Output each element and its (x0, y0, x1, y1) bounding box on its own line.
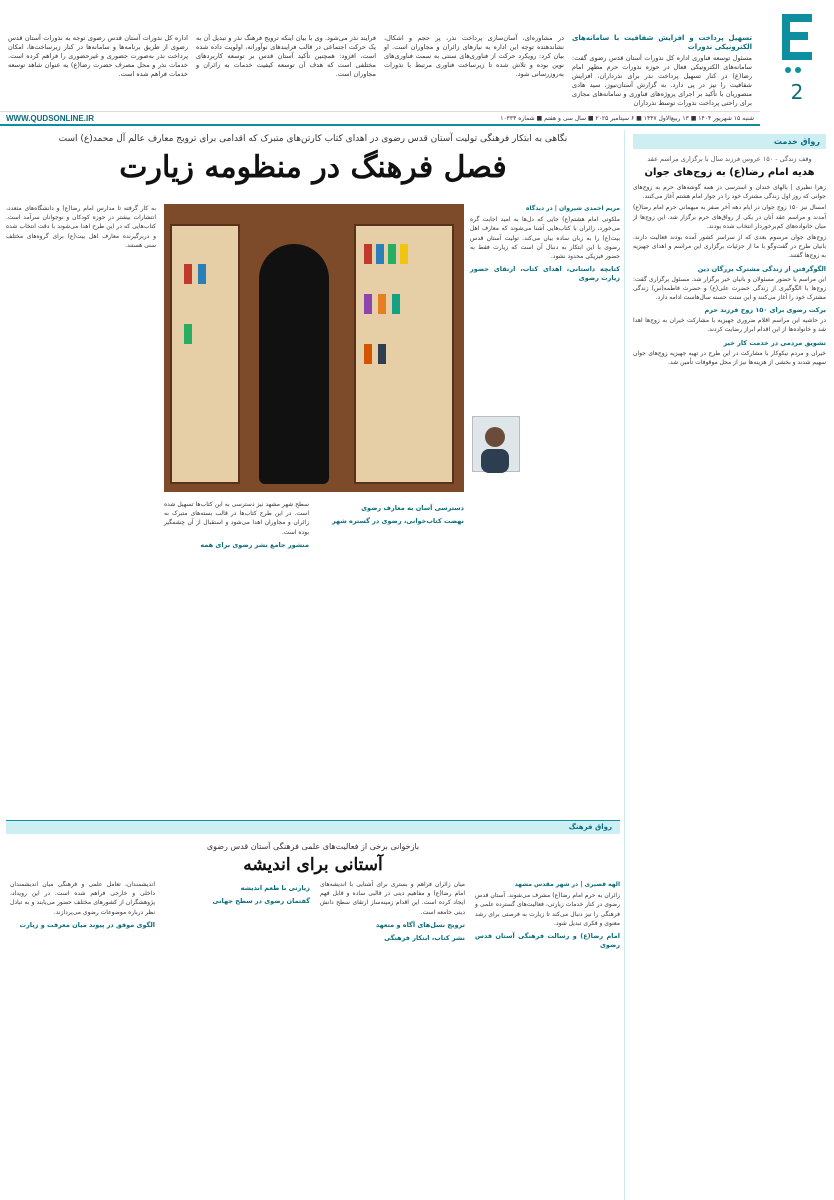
ravagh-logo (774, 8, 820, 78)
main-col-mid-left: سطح شهر مشهد نیز دسترسی به این کتاب‌ها تسهیل شده است. در این طرح کتاب‌ها در قالب بسته‌های متبرک به زائران و مجاوران اهدا می‌شود و استقبال از آن چشمگیر بوده است. منشور جامع نشر رضوی برای همه (164, 501, 309, 549)
sidebar-headline: هدیه امام رضا(ع) به زوج‌های جوان (644, 167, 815, 178)
sidebar-subhead: الگوگرفتن از زندگی مشترک بزرگان دین (697, 264, 826, 273)
bottom-col-1: الهه قصیری | در شهر مقدس مشهد زائران به حرم امام رضا(ع) مشرف می‌شوند. آستان قدس رضوی در کنار خدمات زیارتی، فعالیت‌های گسترده علمی و فرهنگی را نیز دنبال می‌کند تا زیارت به فرصتی برای رشد معنوی و فکری تبدیل شود. امام رضا(ع) و رسالت فرهنگی آستان قدس رضوی (475, 881, 620, 950)
top-news-strip (0, 0, 760, 112)
main-subhead: دسترسی آسان به معارف رضوی (361, 504, 464, 512)
bottom-article (6, 836, 620, 1200)
woman-in-chador-figure (259, 244, 329, 484)
book (198, 264, 206, 284)
bottom-subhead: گفتمان رضوی در سطح جهانی (212, 897, 310, 906)
main-col-mid-right (319, 500, 464, 528)
book (184, 264, 192, 284)
main-col-right: مریم احمدی شیروان | در دیدگاه ملکوتی امام هشتم(ع) جایی که دل‌ها به امید اجابت گره می‌خورد، زائران با کتاب‌هایی آشنا می‌شوند که معارف اهل بیت(ع) را به زبان ساده بیان می‌کند. تولیت آستان قدس رضوی با این ابتکار به دنبال آن است که زیارت فقط به حضور فیزیکی محدود نشود. کتابچه داستانی، اهدای کتاب، ارتقای حضور زیارت رضوی (470, 205, 620, 283)
book (376, 244, 384, 264)
sidebar-kicker: وقف زندگی - ۱۵۰ عروس فرزند سال با برگزاری مراسم عقد (647, 155, 812, 163)
book (364, 244, 372, 264)
sidebar-subhead: برکت رضوی برای ۱۵۰ زوج فرزند حرم (704, 306, 826, 315)
issue-bar (0, 112, 760, 126)
masthead-corner (760, 0, 834, 112)
book (378, 344, 386, 364)
bottom-subhead: امام رضا(ع) و رسالت فرهنگی آستان قدس رضوی (475, 932, 620, 950)
issue-date-line: شنبه ۱۵ شهریور ۱۴۰۴ ■ ۱۳ ربیع‌الاول ۱۴۴۷ ■ ۶ سپتامبر ۲۰۲۵ ■ سال سی و هفتم ■ شماره ۱۰۳۳۴ (500, 114, 754, 122)
author-avatar-icon (471, 417, 519, 473)
bottom-subhead: ترویج نسل‌های آگاه و متعهد (375, 920, 465, 929)
book (400, 244, 408, 264)
top-strip-col-3: فرایند نذر می‌شود. وی با بیان اینکه ترویج فرهنگ نذر و تبدیل آن به یک حرکت اجتماعی در قالب فرایندهای نوآورانه، اولویت داده شده است، افزود: همچنین تأکید آستان قدس بر توسعه کاربردهای مختلفی است که هدف آن توسعه کیفیت خدمات به زائران و مجاوران است. (196, 34, 376, 78)
main-article-photo (164, 204, 464, 492)
top-strip-lead-title: تسهیل پرداخت و افزایش شفافیت با سامانه‌های الکترونیکی نذورات (572, 34, 752, 51)
sidebar-subhead: تشویق مردمی در خدمت کار خیر (723, 338, 826, 347)
book (392, 294, 400, 314)
book (378, 294, 386, 314)
sidebar-paragraph: زهرا نظیری | بالهای خندان و استرسی در همه گوشه‌های حرم به زوج‌های جوانی که روز اول زندگی مشترک خود را در جوار امام هشتم آغاز می‌کنند. (633, 184, 826, 201)
bottom-subhead: الگوی موفق در پیوند میان معرفت و زیارت (19, 920, 155, 929)
sidebar-paragraph: در حاشیه این مراسم اقلام ضروری جهیزیه با مشارکت خیران به زوج‌ها اهدا شد و خانواده‌ها از این اقدام ابراز رضایت کردند. (633, 317, 826, 334)
book (364, 344, 372, 364)
main-subhead: منشور جامع نشر رضوی برای همه (200, 540, 309, 549)
bookshelf-left (170, 224, 240, 484)
bottom-headline: آستانی برای اندیشه (243, 855, 383, 875)
bottom-subhead: زیارتی با طعم اندیشه (240, 884, 310, 892)
bottom-col-3 (165, 880, 310, 908)
book (388, 244, 396, 264)
book (364, 294, 372, 314)
top-strip-col-4: اداره کل نذورات آستان قدس رضوی توجه به نذورات آستان قدس رضوی از طریق برنامه‌ها و سامانه‌ها در کنار زیرساخت‌ها، امکان پرداخت نذر به‌صورت حضوری و غیرحضوری را فراهم کرده است. خدمات نذر و محل مصرف حضرت رضا(ع) به عنوان شاهد توسعه خدمات فراهم شده است. (8, 34, 188, 78)
section-band: رواق فرهنگ (6, 820, 620, 834)
sidebar-paragraph: زوج‌های جوان مرسوم بعدی که از سراسر کشور آمده بودند فعالیت دارند. بانیان طرح در گفت‌وگو با ما از جزئیات برگزاری این مراسم و اهدای جهیزیه به زوج‌ها گفتند. (633, 234, 826, 260)
author-photo (472, 416, 520, 472)
book (184, 324, 192, 344)
page-number: 2 (790, 80, 804, 104)
top-strip-col-2: در مشاوره‌ای، آسان‌سازی پرداخت نذر، پر حجم و اشکال، نشاندهنده توجه این اداره به نیازهای زائران و مجاوران است. او بیان کرد: رویکرد حرکت از فناوری‌های سنتی به سمت فناوری‌های نوین بوده و تلاش شده تا زیرساخت فناوری مرتبط با نذورات به‌روزرسانی شود. (384, 34, 564, 78)
bottom-col-2: میان زائران فراهم و بستری برای آشنایی با اندیشه‌های امام رضا(ع) و مفاهیم دینی در قالبی ساده و قابل فهم ایجاد کرده است. این اقدام زمینه‌ساز ارتقای سطح دانش دینی جامعه است. ترویج نسل‌های آگاه و متعهد نشر کتاب، ابتکار فرهنگی (320, 881, 465, 943)
sidebar-article (624, 130, 834, 1200)
main-headline: فصل فرهنگ در منظومه زیارت (119, 150, 507, 185)
bottom-byline: الهه قصیری | در شهر مقدس مشهد (514, 881, 620, 888)
main-subhead: نهضت کتاب‌خوانی، رضوی در گستره شهر (332, 517, 464, 526)
ravagh-logo-mark (774, 8, 820, 78)
site-url[interactable]: WWW.QUDSONLINE.IR (6, 113, 94, 123)
bottom-col-4: اندیشمندان، تعامل علمی و فرهنگی میان اندیشمندان داخلی و خارجی فراهم شده است. در این رویداد، پژوهشگران از کشورهای مختلف حضور می‌یابند و به تبادل نظر درباره موضوعات رضوی می‌پردازند. الگوی موفق در پیوند میان معرفت و زیارت (10, 881, 155, 929)
sidebar-paragraph: امسال نیز ۱۵۰ زوج جوان در ایام دهه آخر صفر به میهمانی حرم امام رضا(ع) آمدند و مراسم عقد آنان در یکی از رواق‌های حرم برگزار شد. این زوج‌ها از میان خانواده‌های کم‌برخوردار انتخاب شده بودند. (633, 204, 827, 230)
sidebar-paragraph: این مراسم با حضور مسئولان و بانیان خیر برگزار شد. مسئول برگزاری گفت: زوج‌ها با الگوگیری از زندگی حضرت علی(ع) و حضرت فاطمه(س) زندگی مشترک خود را آغاز می‌کنند و این سنت حسنه سال‌هاست ادامه دارد. (633, 275, 826, 302)
main-byline: مریم احمدی شیروان | در دیدگاه (525, 205, 620, 212)
main-kicker: نگاهی به ابتکار فرهنگی تولیت آستان قدس رضوی در اهدای کتاب کارتن‌های متبرک که اقدامی برای ترویج معارف عالم آل محمد(ع) است (58, 134, 568, 144)
sidebar-section-label: رواق خدمت (633, 134, 826, 149)
main-col-left: به کار گرفته تا مدارس امام رضا(ع) و دانشگاه‌های متعدد، انتشارات بیشتر در حوزه کودکان و نوجوانان سرآمد است. کتاب‌هایی که در این طرح اهدا می‌شوند با دقت انتخاب شده و دربرگیرنده معارف اهل بیت(ع) برای گروه‌های مختلف سنی هستند. (6, 205, 156, 249)
main-subhead: کتابچه داستانی، اهدای کتاب، ارتقای حضور زیارت رضوی (470, 265, 620, 283)
bottom-subhead: نشر کتاب، ابتکار فرهنگی (384, 934, 465, 943)
bottom-kicker: بازخوانی برخی از فعالیت‌های علمی فرهنگی آستان قدس رضوی (206, 842, 420, 851)
main-article (6, 130, 620, 820)
sidebar-paragraph: خیران و مردم نیکوکار با مشارکت در این طرح در تهیه جهیزیه زوج‌های جوان سهیم شدند و بخشی از هزینه‌ها نیز از محل موقوفات تأمین شد. (633, 349, 826, 366)
top-strip-col-1: تسهیل پرداخت و افزایش شفافیت با سامانه‌های الکترونیکی نذورات مسئول توسعه فناوری اداره کل نذورات آستان قدس رضوی گفت: سامانه‌های الکترونیکی فعال در حوزه نذورات حرم مطهر امام رضا(ع) در کنار تسهیل پرداخت نذر برای نذرداران، افزایش شفافیت را نیز در پی دارد. به گزارش آستان‌نیوز، سید هادی منصوریان با تأکید بر اجرای پروژه‌های فناوری و سامانه‌های مجازی برای راحتی پرداخت نذورات توسط نذرداران (572, 34, 752, 107)
